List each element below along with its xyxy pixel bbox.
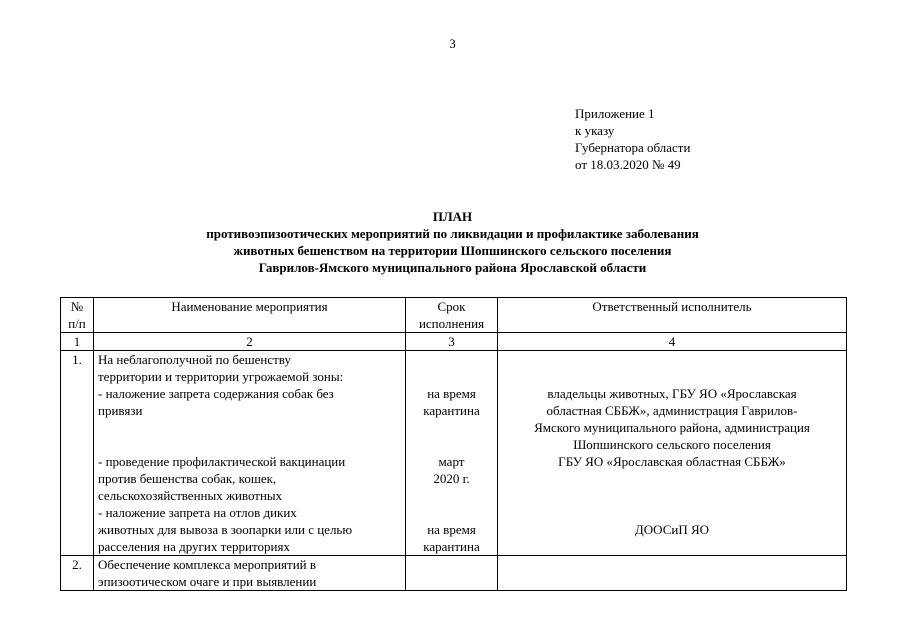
measure-line: расселения на других территориях [98,539,290,554]
column-number-cell: 3 [406,333,498,351]
measure-line: животных для вывоза в зоопарки или с целью [98,522,353,537]
responsible-line: Ямского муниципального района, администрация [534,420,810,435]
measure-line: На неблагополучной по бешенству [98,352,291,367]
table-row [61,556,847,591]
title-heading: ПЛАН [432,209,473,224]
measure-line: - наложение запрета содержания собак без [98,386,334,401]
term-cell [406,351,498,556]
title-line: животных бешенством на территории Шопшинского сельского поселения [233,243,672,258]
spacer [502,538,842,555]
spacer [98,419,401,436]
column-number-cell: 4 [498,333,847,351]
row-number-cell: 1. [61,351,94,556]
measure-line: эпизоотическом очаге и при выявлении [98,574,317,589]
document-title [0,208,905,276]
term-cell [406,556,498,591]
term-line: карантина [423,403,480,418]
responsible-line: владельцы животных, ГБУ ЯО «Ярославская [547,386,797,401]
measure-line: - наложение запрета на отлов диких [98,505,297,520]
plan-table [60,297,847,591]
column-number-cell: 1 [61,333,94,351]
responsible-line: областная СББЖ», администрация Гаврилов- [546,403,798,418]
header-cell-responsible [498,298,847,333]
responsible-line: ДООСиП ЯО [634,522,710,537]
appendix-block [575,105,690,173]
spacer [502,368,842,385]
header-text: № [70,299,84,314]
term-line: на время [427,386,476,401]
spacer [410,487,493,504]
measure-line: привязи [98,403,143,418]
spacer [502,487,842,504]
responsible-line: ГБУ ЯО «Ярославская областная СББЖ» [558,454,786,469]
term-line: на время [427,522,476,537]
measure-line: Обеспечение комплекса мероприятий в [98,557,317,572]
term-line: карантина [423,539,480,554]
appendix-line: Губернатора области [575,140,691,155]
header-text: Ответственный исполнитель [592,299,752,314]
header-text: п/п [68,316,86,331]
measure-name-cell [94,351,406,556]
header-text: Наименование мероприятия [171,299,328,314]
header-text: исполнения [418,316,485,331]
responsible-cell [498,351,847,556]
responsible-cell [498,556,847,591]
header-cell-name [94,298,406,333]
spacer [410,504,493,521]
table-row [61,351,847,556]
appendix-line: Приложение 1 [575,106,655,121]
header-cell-number [61,298,94,333]
appendix-line: к указу [575,123,615,138]
spacer [502,470,842,487]
column-number-cell: 2 [94,333,406,351]
row-number-cell: 2. [61,556,94,591]
measure-name-cell [94,556,406,591]
measure-line: - проведение профилактической вакцинации [98,454,346,469]
column-number-row [61,333,847,351]
spacer [410,351,493,368]
header-text: Срок [437,299,466,314]
measure-line: против бешенства собак, кошек, [98,471,277,486]
term-line: март [438,454,465,469]
title-line: Гаврилов-Ямского муниципального района Ярославской области [258,260,647,275]
spacer [410,436,493,453]
header-cell-term [406,298,498,333]
measure-line: территории и территории угрожаемой зоны: [98,369,344,384]
responsible-line: Шопшинского сельского поселения [573,437,771,452]
measure-line: сельскохозяйственных животных [98,488,283,503]
spacer [410,368,493,385]
spacer [98,436,401,453]
title-line: противоэпизоотических мероприятий по ликвидации и профилактике заболевания [206,226,699,241]
page-number: 3 [449,36,456,51]
spacer [410,419,493,436]
term-line: 2020 г. [433,471,470,486]
spacer [502,351,842,368]
table-header-row [61,298,847,333]
spacer [502,504,842,521]
appendix-line: от 18.03.2020 № 49 [575,157,681,172]
